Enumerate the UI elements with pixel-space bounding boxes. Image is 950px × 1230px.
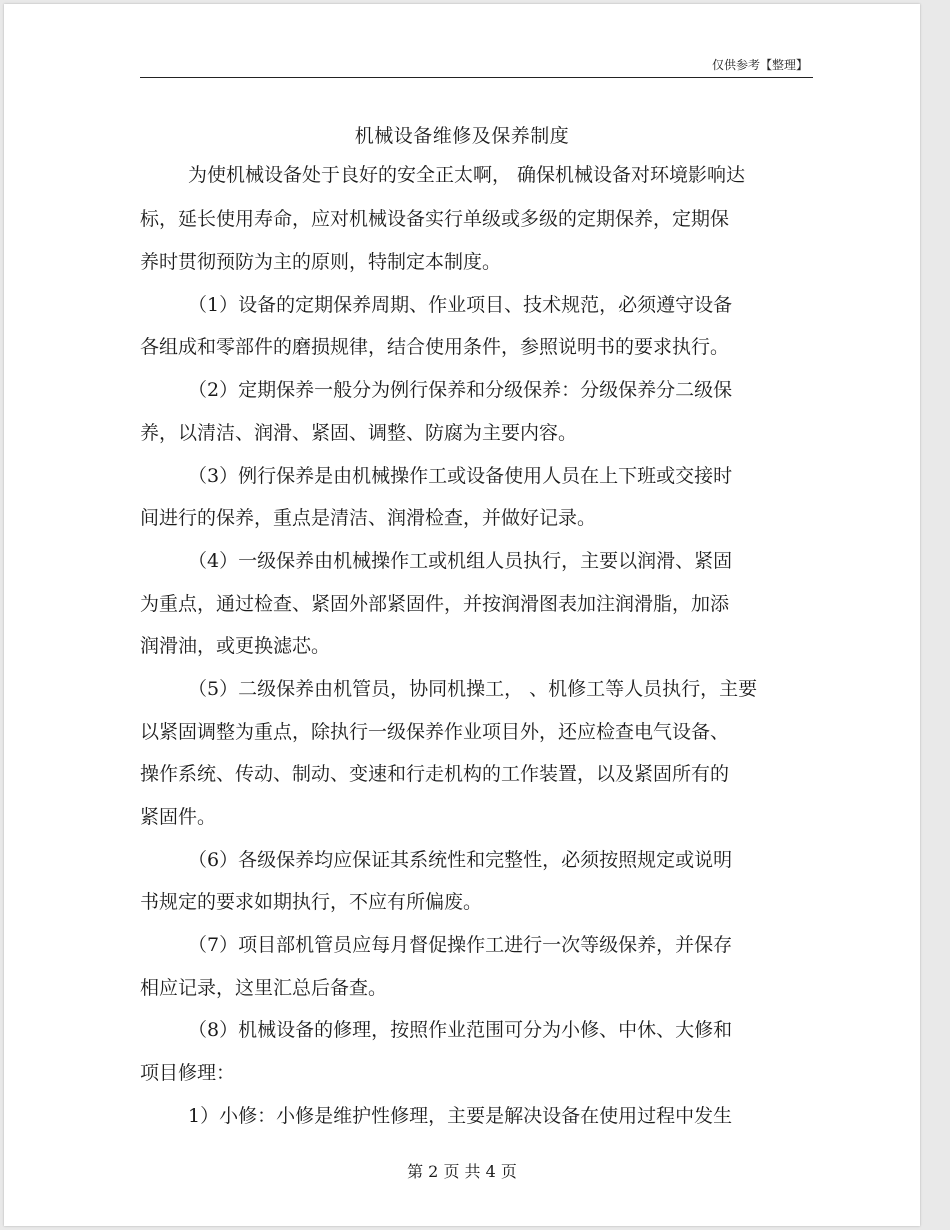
page-footer: 第 2 页 共 4 页 [407, 1162, 517, 1181]
body-line: （5）二级保养由机管员，协同机操工， 、机修工等人员执行，主要 [188, 678, 758, 700]
body-line: 以紧固调整为重点，除执行一级保养作业项目外，还应检查电气设备、 [140, 721, 730, 743]
body-line: （4）一级保养由机械操作工或机组人员执行，主要以润滑、紧固 [188, 550, 733, 572]
body-line: 间进行的保养，重点是清洁、润滑检查，并做好记录。 [140, 507, 597, 529]
body-line: 紧固件。 [140, 806, 217, 828]
body-line: 操作系统、传动、制动、变速和行走机构的工作装置，以及紧固所有的 [140, 763, 730, 785]
body-line: （2）定期保养一般分为例行保养和分级保养：分级保养分二级保 [188, 379, 733, 401]
body-line: 养，以清洁、润滑、紧固、调整、防腐为主要内容。 [140, 422, 578, 444]
body-line: 润滑油，或更换滤芯。 [140, 635, 331, 657]
document-page [4, 4, 920, 1226]
body-line: 相应记录，这里汇总后备查。 [140, 977, 388, 999]
header-rule [140, 77, 813, 78]
body-line: 1）小修：小修是维护性修理，主要是解决设备在使用过程中发生 [188, 1105, 733, 1127]
body-line: 为使机械设备处于良好的安全正太啊， 确保机械设备对环境影响达 [188, 164, 746, 186]
body-line: 为重点，通过检查、紧固外部紧固件，并按润滑图表加注润滑脂，加添 [140, 593, 730, 615]
body-line: （7）项目部机管员应每月督促操作工进行一次等级保养，并保存 [188, 934, 733, 956]
body-line: （8）机械设备的修理，按照作业范围可分为小修、中休、大修和 [188, 1019, 733, 1041]
body-line: 项目修理： [140, 1062, 236, 1084]
body-line: 养时贯彻预防为主的原则，特制定本制度。 [140, 251, 502, 273]
body-line: 各组成和零部件的磨损规律，结合使用条件，参照说明书的要求执行。 [140, 336, 730, 358]
body-line: （1）设备的定期保养周期、作业项目、技术规范，必须遵守设备 [188, 294, 733, 316]
body-line: 标，延长使用寿命，应对机械设备实行单级或多级的定期保养，定期保 [140, 208, 730, 230]
body-line: （6）各级保养均应保证其系统性和完整性，必须按照规定或说明 [188, 849, 733, 871]
body-line: （3）例行保养是由机械操作工或设备使用人员在上下班或交接时 [188, 465, 733, 487]
body-line: 书规定的要求如期执行，不应有所偏废。 [140, 891, 483, 913]
document-title: 机械设备维修及保养制度 [354, 125, 570, 147]
header-note: 仅供参考【整理】 [711, 58, 808, 72]
